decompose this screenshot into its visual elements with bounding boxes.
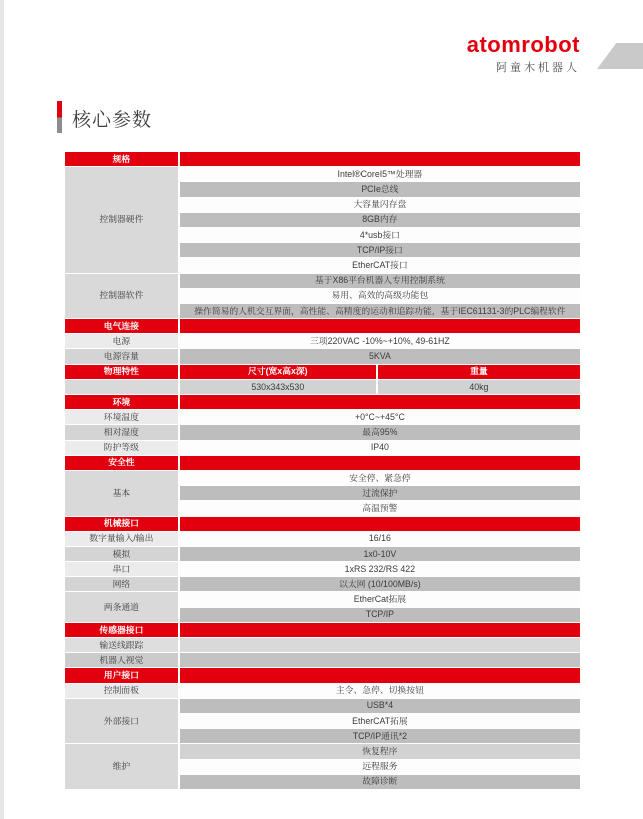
brand-block	[467, 34, 580, 75]
table-row	[65, 562, 580, 577]
table-row	[65, 577, 580, 592]
spec-label-cell: 电源	[65, 334, 180, 349]
spec-value-cell: 故障诊断	[180, 775, 580, 790]
section-header-row	[65, 152, 580, 167]
table-row	[65, 274, 580, 289]
table-row	[65, 380, 580, 395]
spec-label-cell: 串口	[65, 562, 180, 577]
spec-value-cell: 高温预警	[180, 501, 580, 516]
spec-value-cell: 4*usb接口	[180, 228, 580, 243]
spec-label-cell: 相对湿度	[65, 425, 180, 440]
section-header-cell: 安全性	[65, 456, 180, 471]
spec-value-cell: EtherCat拓展	[180, 592, 580, 607]
spec-value-cell: 大容量闪存盘	[180, 198, 580, 213]
section-header-row	[65, 395, 580, 410]
spec-table-body	[65, 152, 580, 790]
table-row	[65, 349, 580, 364]
spec-group-label-cell: 基本	[65, 471, 180, 517]
table-row	[65, 441, 580, 456]
section-header-row	[65, 365, 580, 380]
spec-value-cell: 16/16	[180, 532, 580, 547]
spec-value-cell: 530x343x530	[180, 380, 378, 395]
table-row	[65, 653, 580, 668]
spec-value-cell: 8GB内存	[180, 213, 580, 228]
spec-value-cell	[180, 638, 580, 653]
spec-value-cell: 恢复程序	[180, 744, 580, 759]
spec-value-cell: PCIe总线	[180, 182, 580, 197]
spec-value-cell: Intel®CoreI5™处理器	[180, 167, 580, 182]
spec-label-cell: 模拟	[65, 547, 180, 562]
spec-value-cell: 最高95%	[180, 425, 580, 440]
section-header-cell: 物理特性	[65, 365, 180, 380]
section-header-fill	[180, 395, 580, 410]
spec-value-cell: 安全停、紧急停	[180, 471, 580, 486]
spec-group-label-cell: 控制器硬件	[65, 167, 180, 273]
section-header-fill	[180, 456, 580, 471]
atomrobot-logo: atomrobot	[466, 32, 580, 57]
corner-decoration	[597, 43, 643, 69]
spec-value-cell	[180, 653, 580, 668]
spec-value-cell: 易用、高效的高级功能包	[180, 289, 580, 304]
page-title: 核心参数	[72, 110, 153, 131]
spec-group-label-cell: 外部接口	[65, 699, 180, 745]
spec-label-cell: 机器人视觉	[65, 653, 180, 668]
table-row	[65, 410, 580, 425]
spec-value-cell: 过流保护	[180, 486, 580, 501]
spec-label-cell: 防护等级	[65, 441, 180, 456]
table-row	[65, 547, 580, 562]
section-header-cell: 用户接口	[65, 668, 180, 683]
spec-value-cell: TCP/IP接口	[180, 243, 580, 258]
table-row	[65, 471, 580, 486]
table-row	[65, 425, 580, 440]
brand-chinese-name: 阿童木机器人	[496, 62, 580, 74]
spec-value-cell: EtherCAT接口	[180, 258, 580, 273]
table-row	[65, 334, 580, 349]
spec-table	[65, 152, 580, 790]
spec-value-cell: 以太网 (10/100MB/s)	[180, 577, 580, 592]
title-accent-bar	[57, 101, 62, 133]
table-row	[65, 167, 580, 182]
table-row	[65, 744, 580, 759]
spec-value-cell: TCP/IP	[180, 608, 580, 623]
spec-value-cell: TCP/IP通讯*2	[180, 729, 580, 744]
spec-label-cell	[65, 380, 180, 395]
section-header-row	[65, 517, 580, 532]
spec-group-label-cell: 控制器软件	[65, 274, 180, 320]
section-header-row	[65, 319, 580, 334]
spec-label-cell: 输送线跟踪	[65, 638, 180, 653]
spec-value-cell: 1x0-10V	[180, 547, 580, 562]
table-row	[65, 592, 580, 607]
section-header-cell: 尺寸(宽x高x深)	[180, 365, 378, 380]
spec-value-cell: IP40	[180, 441, 580, 456]
section-header-fill	[180, 152, 580, 167]
spec-value-cell: EtherCAT拓展	[180, 714, 580, 729]
section-header-fill	[180, 517, 580, 532]
section-header-cell: 传感器接口	[65, 623, 180, 638]
page-edge-strip	[0, 0, 4, 819]
table-row	[65, 699, 580, 714]
section-header-fill	[180, 623, 580, 638]
section-header-cell: 机械接口	[65, 517, 180, 532]
spec-value-cell: 1xRS 232/RS 422	[180, 562, 580, 577]
spec-label-cell: 控制面板	[65, 684, 180, 699]
section-header-cell: 环境	[65, 395, 180, 410]
spec-value-cell: 基于X86平台机器人专用控制系统	[180, 274, 580, 289]
table-row	[65, 684, 580, 699]
section-header-row	[65, 456, 580, 471]
section-header-cell: 重量	[378, 365, 580, 380]
section-header-fill	[180, 319, 580, 334]
spec-value-cell: 三项220VAC -10%~+10%, 49-61HZ	[180, 334, 580, 349]
table-row	[65, 638, 580, 653]
spec-group-label-cell: 两条通道	[65, 592, 180, 622]
section-header-cell: 规格	[65, 152, 180, 167]
spec-value-cell: 操作简易的人机交互界面，高性能、高精度的运动和追踪功能，基于IEC61131-3的PLC编程软件	[180, 304, 580, 319]
spec-value-cell: +0°C~+45°C	[180, 410, 580, 425]
section-header-row	[65, 668, 580, 683]
spec-group-label-cell: 维护	[65, 744, 180, 790]
section-header-fill	[180, 668, 580, 683]
section-header-row	[65, 623, 580, 638]
spec-value-cell: 5KVA	[180, 349, 580, 364]
spec-value-cell: 40kg	[378, 380, 580, 395]
spec-value-cell: 主令、急停、切换按钮	[180, 684, 580, 699]
spec-label-cell: 数字量输入/输出	[65, 532, 180, 547]
spec-label-cell: 环境温度	[65, 410, 180, 425]
spec-value-cell: USB*4	[180, 699, 580, 714]
spec-value-cell: 远程服务	[180, 760, 580, 775]
spec-label-cell: 网络	[65, 577, 180, 592]
table-row	[65, 532, 580, 547]
spec-label-cell: 电源容量	[65, 349, 180, 364]
section-header-cell: 电气连接	[65, 319, 180, 334]
